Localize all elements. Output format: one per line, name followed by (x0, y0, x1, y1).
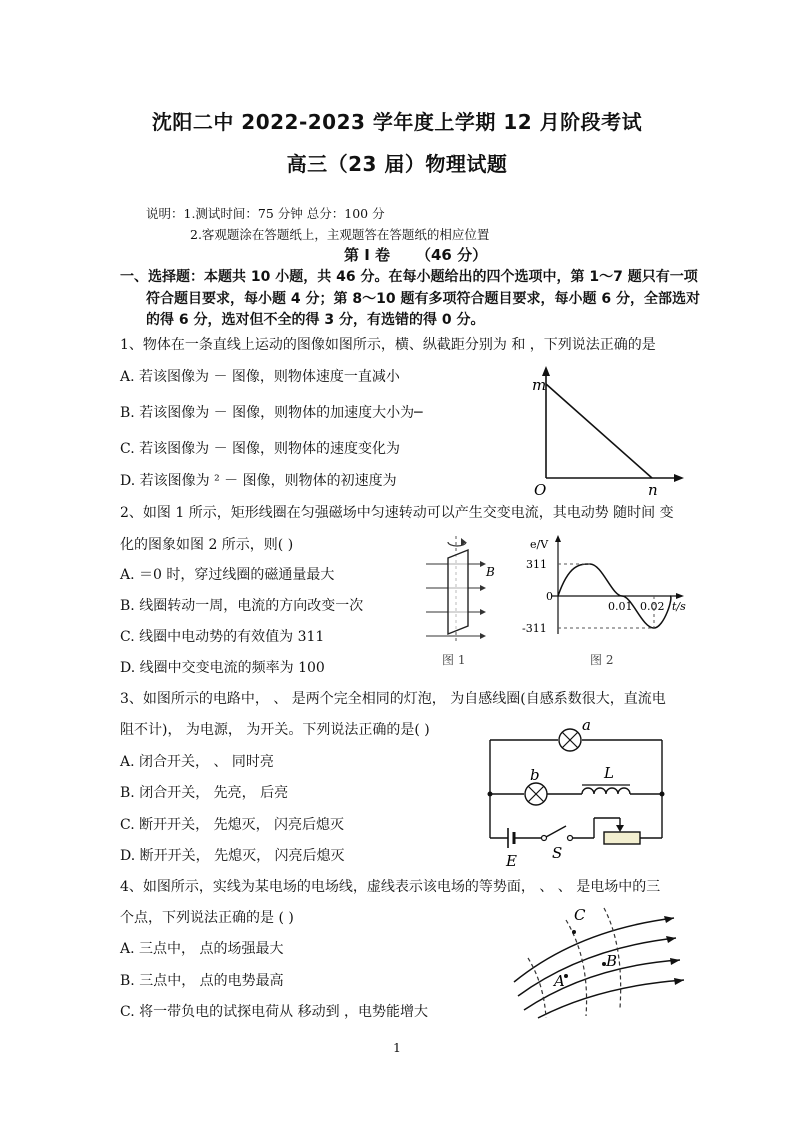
section-instructions-1: 一、选择题：本题共 10 小题，共 46 分。在每小题给出的四个选项中，第 1～7 题只有一项 (120, 269, 698, 285)
q2-fig2-caption: 图 2 (590, 653, 614, 667)
field-arrow-a (664, 916, 674, 923)
lamp-a-label: a (582, 716, 591, 734)
q1-x-label: n (648, 481, 658, 499)
q1-line (546, 384, 652, 478)
switch-label: S (552, 844, 563, 862)
q4-option-a: A. 三点中， 点的场强最大 (120, 941, 284, 957)
inductor-coil-icon (582, 788, 630, 794)
note-line-2: 2.客观题涂在答题纸上，主观题答在答题纸的相应位置 (190, 227, 490, 242)
junction-left (488, 792, 493, 797)
q1-option-d: D. 若该图像为 ² － 图像，则物体的初速度为 (120, 473, 397, 489)
q2-x-tick-1: 0.01 (608, 600, 633, 613)
q2-y-arrow (555, 535, 561, 542)
q1-stem: 1、物体在一条直线上运动的图像如图所示，横、纵截距分别为 和 ，下列说法正确的是 (120, 337, 656, 353)
note-line-1: 说明：1.测试时间：75 分钟 总分：100 分 (146, 206, 385, 221)
field-line-b (518, 938, 676, 996)
q4-stem-2: 个点，下列说法正确的是 ( ) (120, 910, 294, 926)
q3-option-a: A. 闭合开关， 、 同时亮 (120, 754, 274, 770)
q2-figure-2 (512, 532, 692, 672)
point-c-label: C (574, 906, 586, 924)
section-instructions-3: 的得 6 分，选对但不全的得 3 分，有选错的得 0 分。 (146, 312, 485, 328)
q1-y-arrow (542, 366, 550, 376)
field-line-c (524, 960, 680, 1010)
q1-y-label: m (532, 376, 547, 394)
page-number: 1 (393, 1040, 401, 1055)
q2-stem-2: 化的图象如图 2 所示，则( ) (120, 537, 294, 553)
q2-fig1-caption: 图 1 (442, 653, 466, 667)
q2-option-d: D. 线圈中交变电流的频率为 100 (120, 660, 325, 676)
exam-title: 沈阳二中 2022-2023 学年度上学期 12 月阶段考试 (151, 110, 643, 134)
q3-option-d: D. 断开开关， 先熄灭， 闪亮后熄灭 (120, 848, 345, 864)
q2-field-label: B (486, 565, 495, 579)
field-arrow-3 (480, 609, 486, 615)
rheostat-slider-arrow (616, 825, 624, 832)
rheostat-icon (604, 832, 640, 844)
junction-right (660, 792, 665, 797)
field-arrow-4 (480, 633, 486, 639)
q1-origin: O (534, 481, 547, 499)
inductor-label: L (604, 764, 614, 782)
q3-option-b: B. 闭合开关， 先亮， 后亮 (120, 785, 289, 801)
q3-stem-1: 3、如图所示的电路中， 、 是两个完全相同的灯泡， 为自感线圈(自感系数很大，直流电 (120, 691, 666, 707)
q2-option-b: B. 线圈转动一周，电流的方向改变一次 (120, 598, 364, 614)
field-line-a (514, 918, 674, 982)
field-arrow-c (670, 958, 680, 965)
q4-option-b: B. 三点中， 点的电势最高 (120, 973, 284, 989)
lamp-b-label: b (530, 766, 540, 784)
q2-y-max: 311 (526, 558, 547, 571)
q2-x-tick-2: 0.02 (640, 600, 665, 613)
q2-option-a: A. ＝0 时，穿过线圈的磁通量最大 (120, 567, 335, 583)
volume-label: 第 I 卷 (344, 246, 391, 264)
field-arrow-b (666, 936, 676, 943)
q1-x-arrow (674, 474, 684, 482)
q1-option-b: B. 若该图像为 － 图像，则物体的加速度大小为─ (120, 405, 423, 421)
point-b-label: B (606, 952, 618, 970)
q4-option-c: C. 将一带负电的试探电荷从 移动到 ，电势能增大 (120, 1004, 429, 1020)
q3-option-c: C. 断开开关， 先熄灭， 闪亮后熄灭 (120, 817, 345, 833)
q4-field-figure (508, 900, 688, 1020)
q2-x-axis-label: t/s (672, 600, 686, 613)
switch-contact (568, 836, 573, 841)
field-arrow-d (674, 978, 684, 985)
q2-stem-1: 2、如图 1 所示，矩形线圈在匀强磁场中匀速转动可以产生交变电流，其电动势 随时间 变 (120, 505, 674, 521)
q2-option-c: C. 线圈中电动势的有效值为 311 (120, 629, 325, 645)
volume-score: （46 分） (416, 246, 488, 264)
point-c-dot (572, 930, 576, 934)
q1-option-c: C. 若该图像为 － 图像，则物体的速度变化为 (120, 441, 401, 457)
switch-pivot (542, 836, 547, 841)
q3-circuit (480, 712, 680, 872)
q4-stem-1: 4、如图所示，实线为某电场的电场线，虚线表示该电场的等势面， 、 、 是电场中的三 (120, 879, 661, 895)
q1-option-a: A. 若该图像为 － 图像，则物体速度一直减小 (120, 369, 400, 385)
q2-origin: 0 (546, 590, 553, 603)
q1-graph (530, 364, 690, 499)
source-label: E (506, 852, 517, 870)
q2-figure-1 (420, 532, 500, 672)
q2-y-axis-label: e/V (530, 538, 549, 551)
section-instructions-2: 符合题目要求，每小题 4 分；第 8～10 题有多项符合题目要求，每小题 6 分，全部选对 (146, 291, 700, 307)
q2-y-min: -311 (522, 622, 547, 635)
exam-subtitle: 高三（23 届）物理试题 (286, 152, 508, 176)
point-a-label: A (554, 972, 565, 990)
field-arrow-2 (480, 585, 486, 591)
rectangular-coil (448, 550, 468, 634)
q2-x-arrow (676, 593, 684, 599)
switch-blade-icon (546, 826, 566, 837)
q3-stem-2: 阻不计)， 为电源， 为开关。下列说法正确的是( ) (120, 722, 430, 738)
